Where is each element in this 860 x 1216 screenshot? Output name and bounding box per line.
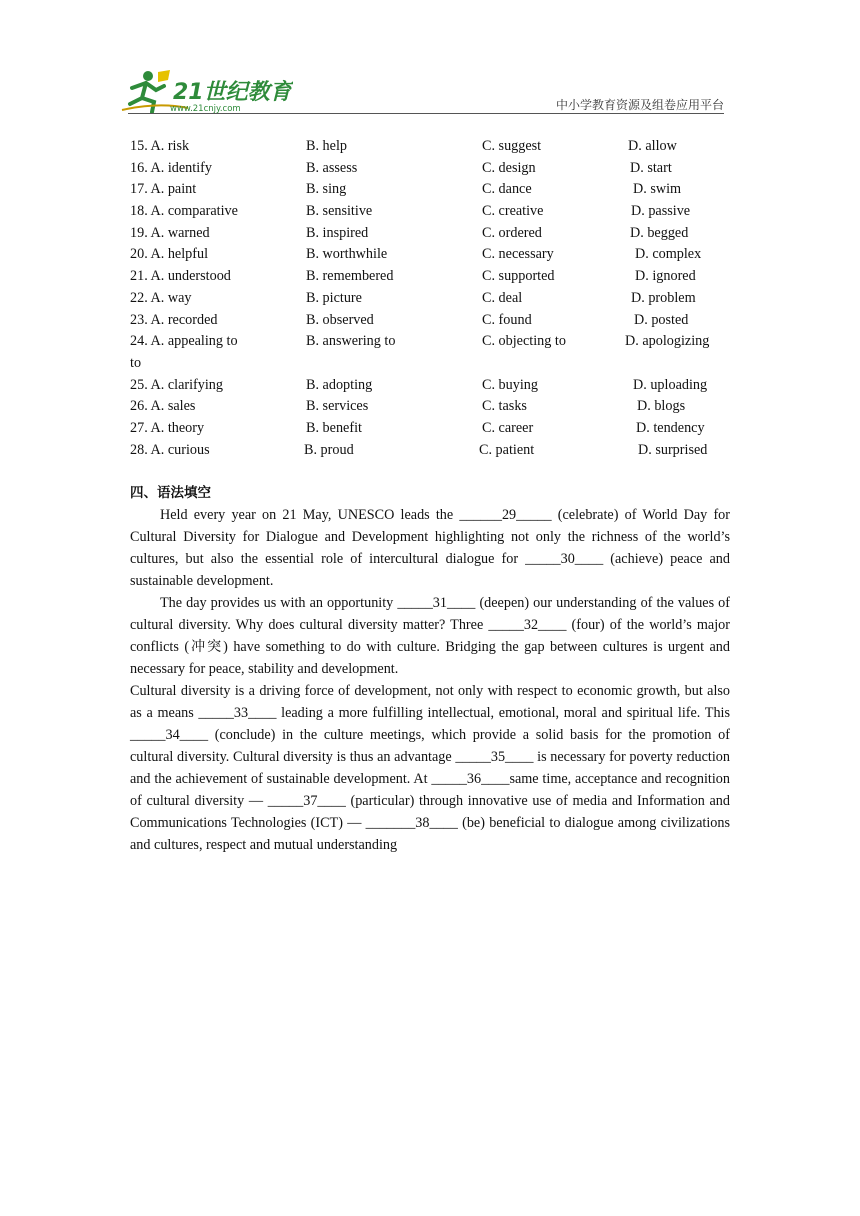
option-choice: C. objecting to xyxy=(482,333,566,350)
option-row xyxy=(130,353,730,375)
option-choice: 20. A. helpful xyxy=(130,246,209,263)
option-choice: B. inspired xyxy=(306,224,369,241)
option-choice: B. sing xyxy=(306,181,347,198)
grammar-section xyxy=(130,482,730,856)
21cnjy-logo xyxy=(118,66,293,118)
option-row xyxy=(130,179,730,201)
option-choice: D. complex xyxy=(635,246,702,263)
option-choice: 26. A. sales xyxy=(130,398,196,415)
option-choice: D. swim xyxy=(633,181,682,198)
option-choice: 23. A. recorded xyxy=(130,311,218,328)
paragraph-1: Held every year on 21 May, UNESCO leads the ______29_____ (celebrate) of World Day for Cultural Diversity for Dialogue and Development highlighting not only the richness of the world’s cultures, but also the essential role of intercultural dialogue for _____30____ (achieve) peace and sustainable development. xyxy=(130,507,730,589)
option-choice: B. help xyxy=(306,138,347,154)
page-header xyxy=(0,0,860,120)
option-choice: D. allow xyxy=(628,138,677,154)
option-choice: 27. A. theory xyxy=(130,419,205,436)
option-row xyxy=(130,223,730,245)
option-choice: B. worthwhile xyxy=(306,246,388,263)
option-list xyxy=(130,136,730,461)
option-choice: 24. A. appealing to xyxy=(130,333,238,350)
option-choice: 15. A. risk xyxy=(130,138,190,154)
option-choice: D. blogs xyxy=(637,398,686,415)
option-choice: 22. A. way xyxy=(130,289,192,306)
option-choice: C. buying xyxy=(482,376,538,393)
option-row xyxy=(130,440,730,462)
option-choice: C. creative xyxy=(482,203,544,220)
option-choice: C. found xyxy=(482,311,532,328)
option-choice: 21. A. understood xyxy=(130,268,231,285)
option-row xyxy=(130,375,730,397)
option-choice: B. answering to xyxy=(306,333,396,350)
option-row xyxy=(130,288,730,310)
option-choice: C. tasks xyxy=(482,398,527,415)
option-row xyxy=(130,244,730,266)
option-choice: 18. A. comparative xyxy=(130,203,238,220)
paragraph-2: The day provides us with an opportunity _____31____ (deepen) our understanding of the values of cultural diversity. Why does cultural diversity matter? Three _____32____ (four) of the world’s major conflicts (冲突) have something to do with culture. Bridging the gap between cultures is urgent and necessary for peace, stability and development. xyxy=(130,595,730,677)
option-choice: C. suggest xyxy=(482,138,542,154)
header-divider xyxy=(128,113,724,114)
option-choice: 17. A. paint xyxy=(130,181,197,198)
option-choice: C. necessary xyxy=(482,246,554,263)
option-choice: C. deal xyxy=(482,289,523,306)
option-choice: to xyxy=(130,354,142,371)
option-choice: 25. A. clarifying xyxy=(130,376,223,393)
option-choice: B. remembered xyxy=(306,268,394,285)
option-row xyxy=(130,331,730,353)
option-choice: 16. A. identify xyxy=(130,159,212,176)
option-choice: D. passive xyxy=(631,203,691,220)
option-choice: B. assess xyxy=(306,159,358,176)
option-choice: D. begged xyxy=(630,224,689,241)
svg-text:21世纪教育: 21世纪教育 xyxy=(173,80,292,105)
option-choice: B. services xyxy=(306,398,369,415)
option-row xyxy=(130,266,730,288)
option-choice: C. patient xyxy=(479,441,535,458)
paragraph-3: Cultural diversity is a driving force of development, not only with respect to economic growth, but also as a means _____33____ leading a more fulfilling intellectual, emotional, moral and spiritual life. This _____34____ (conclude) in the culture meetings, which provide a solid basis for the promotion of cultural diversity. Cultural diversity is thus an advantage _____35____ is necessary for poverty reduction and the achievement of sustainable development. At _____36____same time, acceptance and recognition of cultural diversity — _____37____ (particular) through innovative use of media and Information and Communications Technologies (ICT) — _______38____ (be) beneficial to dialogue among civilizations and cultures, respect and mutual understanding xyxy=(130,683,730,853)
option-choice: D. uploading xyxy=(633,376,708,393)
option-choice: B. sensitive xyxy=(306,203,373,220)
option-row xyxy=(130,136,730,158)
option-choice: B. observed xyxy=(306,311,374,328)
option-choice: C. supported xyxy=(482,268,555,285)
option-choice: C. career xyxy=(482,419,534,436)
option-choice: D. tendency xyxy=(636,419,705,436)
option-choice: C. design xyxy=(482,159,536,176)
option-row xyxy=(130,310,730,332)
option-choice: D. problem xyxy=(631,289,696,306)
section-title: 四、语法填空 xyxy=(130,485,211,501)
option-choice: 28. A. curious xyxy=(130,441,210,458)
platform-label: 中小学教育资源及组卷应用平台 xyxy=(555,98,724,112)
option-choice: B. benefit xyxy=(306,419,362,436)
option-choice: C. dance xyxy=(482,181,532,198)
option-choice: D. surprised xyxy=(638,441,708,458)
option-choice: B. proud xyxy=(304,441,354,458)
option-choice: B. adopting xyxy=(306,376,373,393)
option-choice: D. posted xyxy=(634,311,689,328)
option-choice: B. picture xyxy=(306,289,362,306)
option-row xyxy=(130,201,730,223)
option-row xyxy=(130,396,730,418)
option-choice: C. ordered xyxy=(482,224,542,241)
option-row xyxy=(130,158,730,180)
option-choice: 19. A. warned xyxy=(130,224,210,241)
svg-text:www.21cnjy.com: www.21cnjy.com xyxy=(170,104,241,114)
option-choice: D. ignored xyxy=(635,268,696,285)
option-choice: D. apologizing xyxy=(625,333,710,350)
option-choice: D. start xyxy=(630,159,672,176)
option-row xyxy=(130,418,730,440)
